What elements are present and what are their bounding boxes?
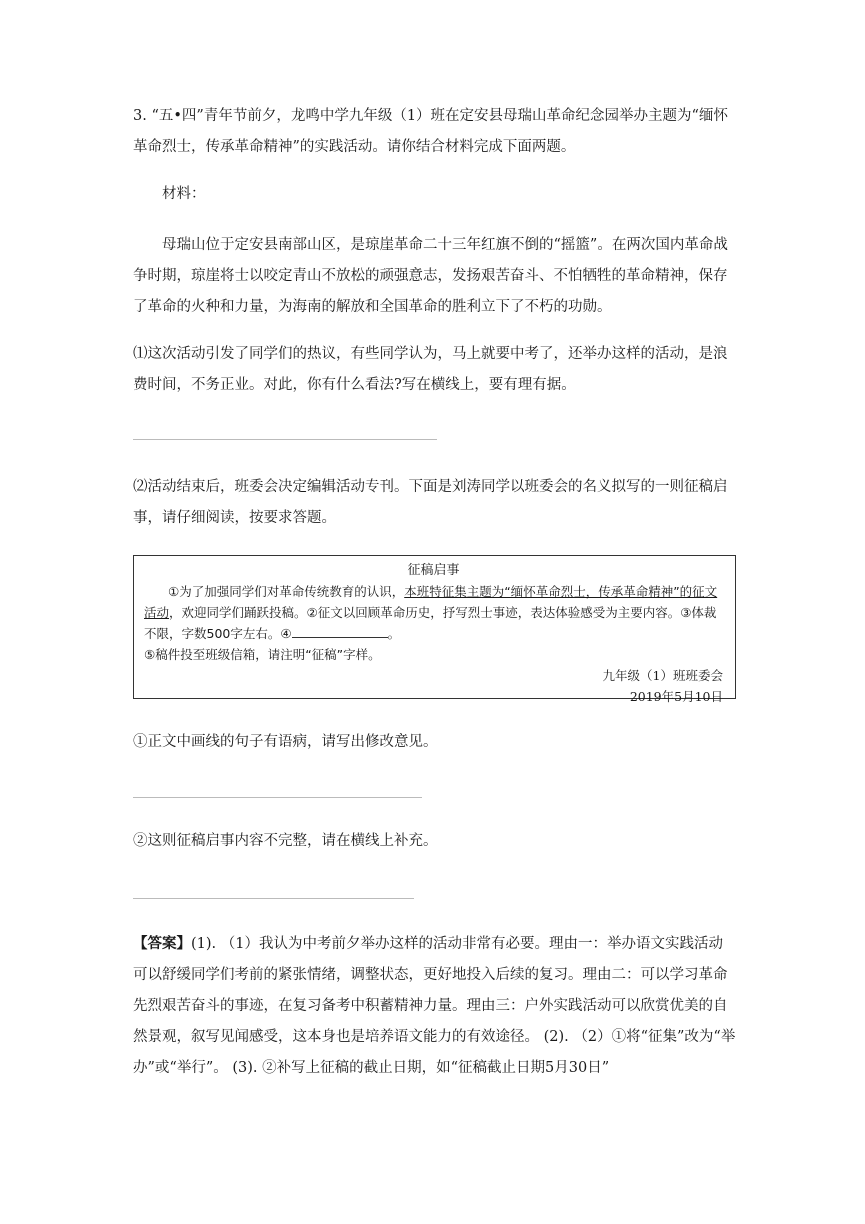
notice-box xyxy=(133,555,736,704)
sub-question-1: ①正文中画线的句子有语病，请写出修改意见。 xyxy=(133,734,438,750)
notice-body-text: ①为了加强同学们对革命传统教育的认识， xyxy=(168,584,405,599)
notice-body-line-5: ⑤稿件投至班级信箱，请注明“征稿”字样。 xyxy=(144,647,381,662)
notice-body-end: 。 xyxy=(387,626,401,641)
material-label: 材料： xyxy=(162,186,206,202)
answer-block xyxy=(133,928,737,1084)
notice-title: 征稿启事 xyxy=(407,563,460,578)
question-1: ⑴这次活动引发了同学们的热议，有些同学认为，马上就要中考了，还举办这样的活动，是浪费时间，不务正业。对此，你有什么看法?写在横线上，要有理有据。 xyxy=(133,346,728,393)
answer-line-1[interactable] xyxy=(133,439,437,440)
notice-date: 2019年5月10日 xyxy=(629,689,723,704)
material-text: 母瑞山位于定安县南部山区，是琼崖革命二十三年红旗不倒的“摇篮”。在两次国内革命战争时期，琼崖将士以咬定青山不放松的顽强意志，发扬艰苦奋斗、不怕牺牲的革命精神，保存了革命的火种和力量，为海南的解放和全国革命的胜利立下了不朽的功勋。 xyxy=(133,237,728,315)
notice-blank[interactable] xyxy=(292,623,388,638)
notice-body xyxy=(144,581,723,644)
answer-label: 【答案】 xyxy=(133,935,191,952)
answer-text: (1). （1）我认为中考前夕举办这样的活动非常有必要。理由一：举办语文实践活动可以舒缓同学们考前的紧张情绪，调整状态，更好地投入后续的复习。理由二：可以学习革命先烈艰苦奋斗的事迹，在复习备考中积蓄精神力量。理由三：户外实践活动可以欣赏优美的自然景观，叙写见闻感受，这本身也是培养语文能力的有效途径。 (2). （2）①将“征集”改为“举办”或“举行”。 (3). ②补写上征稿的截止日期，如“征稿截止日期5月30日” xyxy=(133,936,736,1076)
sub-question-2: ②这则征稿启事内容不完整，请在横线上补充。 xyxy=(133,833,438,849)
notice-body-text-continued: ，欢迎同学们踊跃投稿。②征文以回顾革命历史，抒写烈士事迹，表达体验感受为主要内容。③体裁不限，字数500字左右。④ xyxy=(144,605,717,641)
answer-line-2[interactable] xyxy=(133,797,422,798)
notice-underlined-sentence: 本班特征集主题为“缅怀革命烈士，传承革命精神”的征文活动 xyxy=(144,584,718,620)
answer-line-3[interactable] xyxy=(133,898,414,899)
notice-signature: 九年级（1）班班委会 xyxy=(602,668,723,683)
question-2: ⑵活动结束后，班委会决定编辑活动专刊。下面是刘涛同学以班委会的名义拟写的一则征稿启事，请仔细阅读，按要求答题。 xyxy=(133,479,728,526)
question-intro: 3. “五•四”青年节前夕，龙鸣中学九年级（1）班在定安县母瑞山革命纪念园举办主题为“缅怀革命烈士，传承革命精神”的实践活动。请你结合材料完成下面两题。 xyxy=(133,108,728,155)
